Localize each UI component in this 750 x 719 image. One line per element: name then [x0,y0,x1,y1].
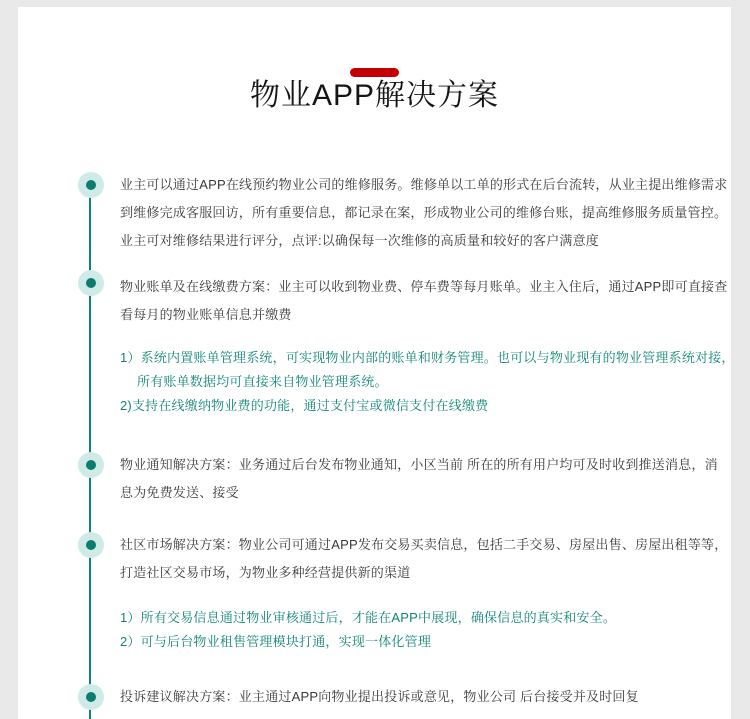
page-title: 物业APP解决方案 [249,79,500,112]
timeline-dot-icon [78,532,104,558]
sublist-line: 1）所有交易信息通过物业审核通过后，才能在APP中展现，确保信息的真实和安全。 [120,610,617,625]
paragraph-line: 打造社区交易市场，为物业多种经营提供新的渠道 [120,565,411,580]
timeline-dot-inner-icon [86,540,96,550]
paragraph-line: 社区市场解决方案：物业公司可通过APP发布交易买卖信息，包括二手交易、房屋出售、房屋出租等等， [120,537,728,552]
timeline-dot-icon [78,684,104,710]
section-billing-solution [120,273,728,329]
title-accent-bar [350,68,399,77]
timeline-dot-inner-icon [86,278,96,288]
paragraph-line: 息为免费发送、接受 [120,485,239,500]
section-notice-solution [120,451,718,507]
sublist-line: 2）可与后台物业租售管理模块打通，实现一体化管理 [120,634,432,649]
paragraph-line: 业主可以通过APP在线预约物业公司的维修服务。维修单以工单的形式在后台流转，从业主提出维修需求 [120,177,728,192]
sublist-line: 1）系统内置账单管理系统，可实现物业内部的账单和财务管理。也可以与物业现有的物业管理系统对接， [120,350,735,365]
timeline-dot-icon [78,172,104,198]
paragraph-line: 业主可对维修结果进行评分，点评:以确保每一次维修的高质量和较好的客户满意度 [120,233,600,248]
section-complaint-solution [120,683,712,711]
section-market-sublist [120,606,712,654]
section-market-solution [120,531,728,587]
timeline-dot-inner-icon [86,460,96,470]
paragraph-line: 投诉建议解决方案：业主通过APP向物业提出投诉或意见，物业公司 后台接受并及时回复 [120,689,639,704]
timeline-dot-icon [78,270,104,296]
paragraph-line: 到维修完成客服回访，所有重要信息，都记录在案，形成物业公司的维修台账，提高维修服务质量管控。 [120,205,728,220]
timeline-dot-icon [78,452,104,478]
content-page [18,7,735,719]
sublist-line: 所有账单数据均可直接来自物业管理系统。 [137,374,388,389]
section-maintenance-solution [120,171,728,255]
timeline-dot-inner-icon [86,180,96,190]
paragraph-line: 物业通知解决方案：业务通过后台发布物业通知，小区当前 所在的所有用户均可及时收到推送消息，消 [120,457,718,472]
paragraph-line: 物业账单及在线缴费方案：业主可以收到物业费、停车费等每月账单。业主入住后，通过APP即可直接查 [120,279,728,294]
timeline-dot-inner-icon [86,692,96,702]
paragraph-line: 看每月的物业账单信息并缴费 [120,307,292,322]
section-billing-sublist [120,346,735,418]
sublist-line: 2)支持在线缴纳物业费的功能，通过支付宝或微信支付在线缴费 [120,398,489,413]
